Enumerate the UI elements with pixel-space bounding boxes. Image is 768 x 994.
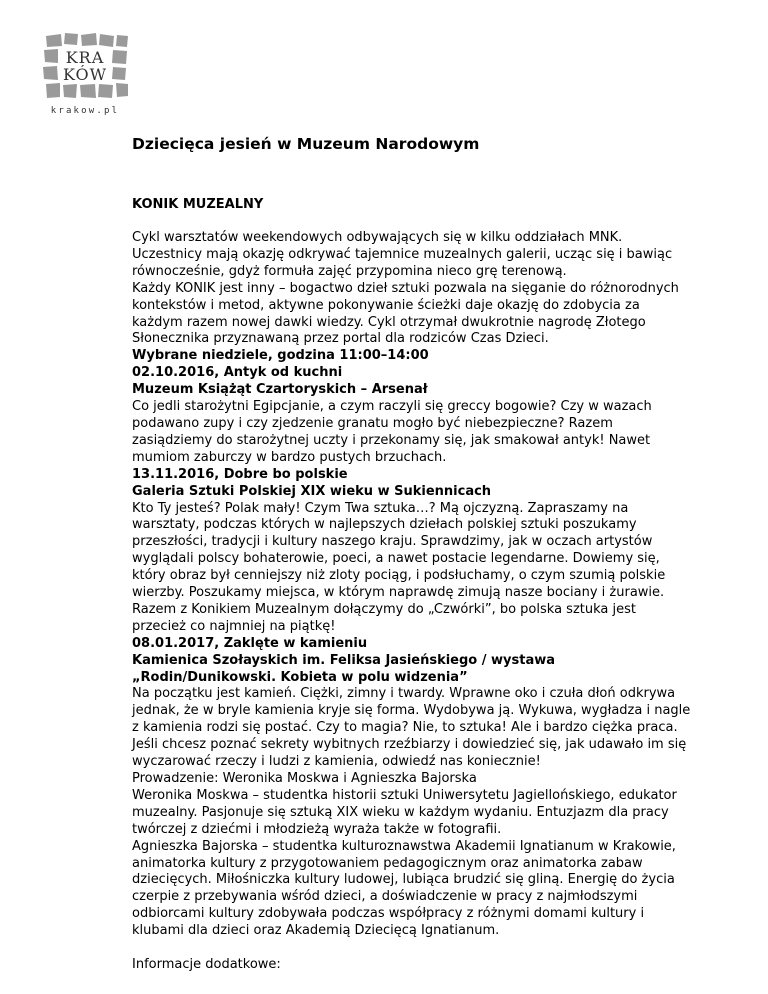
- event-desc-line: Na początku jest kamień. Ciężki, zimny i twardy. Wprawne oko i czuła dłoń odkrywa: [132, 686, 676, 702]
- event-desc-line: Kto Ty jesteś? Polak mały! Czym Twa sztuka…? Mą ojczyzną. Zapraszamy na: [132, 500, 629, 516]
- schedule: Wybrane niedziele, godzina 11:00–14:00: [132, 348, 429, 364]
- intro-line: każdym razem nowej dawki wiedzy. Cykl otrzymał dwukrotnie nagrodę Złotego: [132, 314, 646, 330]
- section-heading: KONIK MUZEALNY: [132, 197, 264, 212]
- event-venue: Galeria Sztuki Polskiej XIX wieku w Sukiennicach: [132, 483, 492, 499]
- krakow-logo: [40, 30, 130, 122]
- bio-line: muzealny. Pasjonuje się sztuką XIX wieku w każdym wydaniu. Entuzjazm dla pracy: [132, 804, 669, 820]
- event-date-title: 13.11.2016, Dobre bo polskie: [132, 466, 348, 482]
- intro-line: kontekstów i metod, aktywne pokonywanie ścieżki daje okazję do zdobycia za: [132, 297, 640, 313]
- article: [132, 133, 732, 974]
- event-desc-line: Razem z Konikiem Muzealnym dołączymy do „Czwórki”, bo polska sztuka jest: [132, 601, 636, 617]
- event-desc-line: Co jedli starożytni Egipcjanie, a czym raczyli się greccy bogowie? Czy w wazach: [132, 399, 652, 415]
- event-desc-line: wierzby. Poszukamy miejsca, w którym naprawdę zimują nasze bociany i żurawie.: [132, 585, 665, 601]
- bio-line: czerpie z przebywania wśród dzieci, a doświadczenie w pracy z najmłodszymi: [132, 889, 638, 905]
- extra-info-label: Informacje dodatkowe:: [132, 957, 281, 973]
- event-date-title: 08.01.2017, Zaklęte w kamieniu: [132, 635, 368, 651]
- event-desc-line: który obraz był cenniejszy niż zloty pociąg, i podsłuchamy, o czym szumią polskie: [132, 568, 666, 584]
- event-desc-line: przecież co najmniej na piątkę!: [132, 618, 336, 634]
- logo-wordmark-top: KRA: [65, 48, 105, 67]
- bio-line: Agnieszka Bajorska – studentka kulturoznawstwa Akademii Ignatianum w Krakowie,: [132, 838, 676, 854]
- spacer: [132, 940, 732, 957]
- event-desc-line: podawano zupy i czy zjedzenie granatu mogło być niebezpieczne? Razem: [132, 415, 613, 431]
- event-venue: Kamienica Szołayskich im. Feliksa Jasieńskiego / wystawa: [132, 652, 556, 668]
- logo-url: krakow.pl: [50, 106, 120, 116]
- event-desc-line: wyczarować rzeczy i ludzi z kamienia, odwiedź nas koniecznie!: [132, 754, 541, 770]
- page-title: Dziecięca jesień w Muzeum Narodowym: [132, 135, 480, 153]
- event-desc-line: jednak, że w bryle kamienia kryje się forma. Wydobywa ją. Wykuwa, wygładza i nagle: [132, 703, 691, 719]
- bio-line: animatorka kultury z przygotowaniem pedagogicznym oraz animatorka zabaw: [132, 855, 643, 871]
- intro-line: Uczestnicy mają okazję odkrywać tajemnice muzealnych galerii, ucząc się i bawiąc: [132, 246, 673, 262]
- event-desc-line: warsztaty, podczas których w najlepszych dziełach polskiej sztuki poszukamy: [132, 517, 637, 533]
- bio-line: Weronika Moskwa – studentka historii sztuki Uniwersytetu Jagiellońskiego, edukator: [132, 787, 677, 803]
- event-venue: Muzeum Książąt Czartoryskich – Arsenał: [132, 382, 428, 398]
- bio-line: twórczej z dziećmi i młodzieżą wyraża także w fotografii.: [132, 821, 502, 837]
- event-desc-line: Jeśli chcesz poznać sekrety wybitnych rzeźbiarzy i dowiedzieć się, jak udawało im się: [132, 737, 687, 753]
- event-date-title: 02.10.2016, Antyk od kuchni: [132, 365, 343, 381]
- event-desc-line: wyglądali polscy bohaterowie, poeci, a nawet postacie legendarne. Dowiemy się,: [132, 551, 660, 567]
- intro-line: równocześnie, gdyż formuła zajęć przypomina nieco grę terenową.: [132, 263, 567, 279]
- intro-line: Każdy KONIK jest inny – bogactwo dzieł sztuki pozwala na sięganie do różnorodnych: [132, 280, 679, 296]
- intro-line: Słonecznika przyznawaną przez portal dla rodziców Czas Dzieci.: [132, 331, 549, 347]
- event-venue: „Rodin/Dunikowski. Kobieta w polu widzenia”: [132, 669, 468, 685]
- bio-line: odbiorcami kultury zdobywała podczas współpracy z różnymi domami kultury i: [132, 906, 645, 922]
- event-desc-line: zasiądziemy do starożytnej uczty i przekonamy się, jak smakował antyk! Nawet: [132, 432, 651, 448]
- event-desc-line: mumiom zaburczy w bardzo pustych brzuchach.: [132, 449, 447, 465]
- event-desc-line: przeszłości, tradycji i kultury naszego kraju. Sprawdzimy, jak w oczach artystów: [132, 534, 653, 550]
- bio-line: dziecięcych. Miłośniczka kultury ludowej, lubiąca brudzić się gliną. Energię do życia: [132, 872, 675, 888]
- event-desc-line: z kamienia rodzi się postać. Czy to magia? Nie, to sztuka! Ale i bardzo ciężka praca.: [132, 720, 678, 736]
- logo-wordmark-bottom: KÓW: [62, 65, 108, 84]
- bio-line: klubami dla dzieci oraz Akademią Dziecięcą Ignatianum.: [132, 923, 500, 939]
- leaders: Prowadzenie: Weronika Moskwa i Agnieszka Bajorska: [132, 771, 477, 786]
- krakow-logo-mosaic: [40, 30, 130, 106]
- article-body: [132, 230, 732, 974]
- intro-line: Cykl warsztatów weekendowych odbywających się w kilku oddziałach MNK.: [132, 230, 623, 245]
